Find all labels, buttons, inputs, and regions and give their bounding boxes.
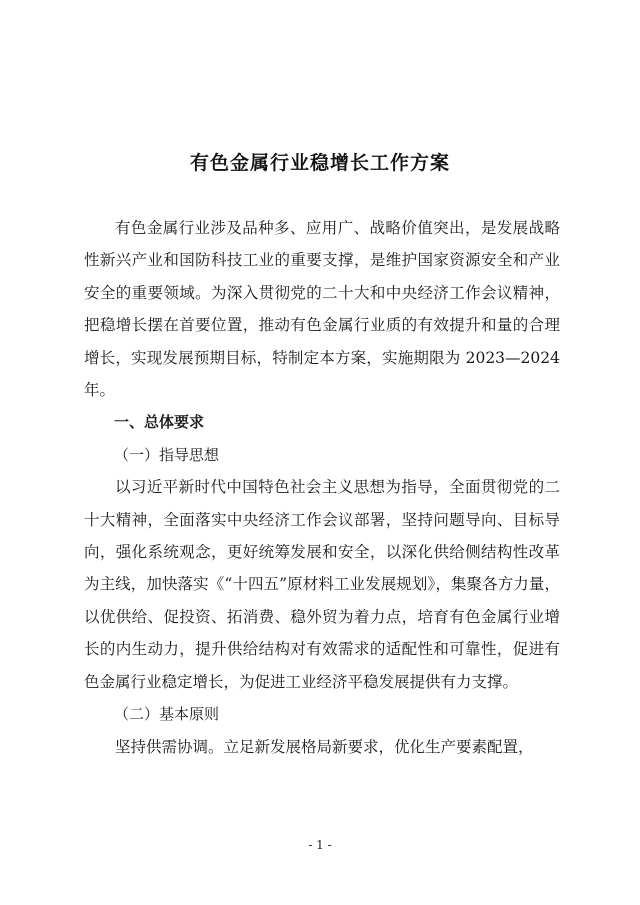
subsection-heading-guiding-ideology: （一）指导思想: [114, 445, 220, 464]
intro-paragraph: 有色金属行业涉及品种多、应用广、战略价值突出，是发展战略性新兴产业和国防科技工业的重要支撑，是维护国家资源安全和产业安全的重要领域。为深入贯彻党的二十大和中央经济工作会议精神，把稳增长摆在首要位置，推动有色金属行业质的有效提升和量的合理增长，实现发展预期目标，特制定本方案，实施期限为 2023—2024 年。: [84, 219, 560, 400]
guiding-ideology-paragraph: 以习近平新时代中国特色社会主义思想为指导，全面贯彻党的二十大精神，全面落实中央经济工作会议部署，坚持问题导向、目标导向，强化系统观念，更好统筹发展和安全，以深化供给侧结构性改革为主线，加快落实《“十四五”原材料工业发展规划》，集聚各方力量，以优供给、促投资、拓消费、稳外贸为着力点，培育有色金属行业增长的内生动力，提升供给结构对有效需求的适配性和可靠性，促进有色金属行业稳定增长，为促进工业经济平稳发展提供有力支撑。: [84, 478, 560, 691]
section-heading-general-requirements: 一、总体要求: [114, 413, 205, 432]
subsection-heading-basic-principles: （二）基本原则: [114, 705, 220, 724]
document-body: [84, 212, 560, 763]
page-number: - 1 -: [308, 838, 332, 852]
basic-principles-paragraph: 坚持供需协调。立足新发展格局新要求，优化生产要素配置，: [115, 737, 534, 756]
document-title: 有色金属行业稳增长工作方案: [189, 152, 450, 174]
